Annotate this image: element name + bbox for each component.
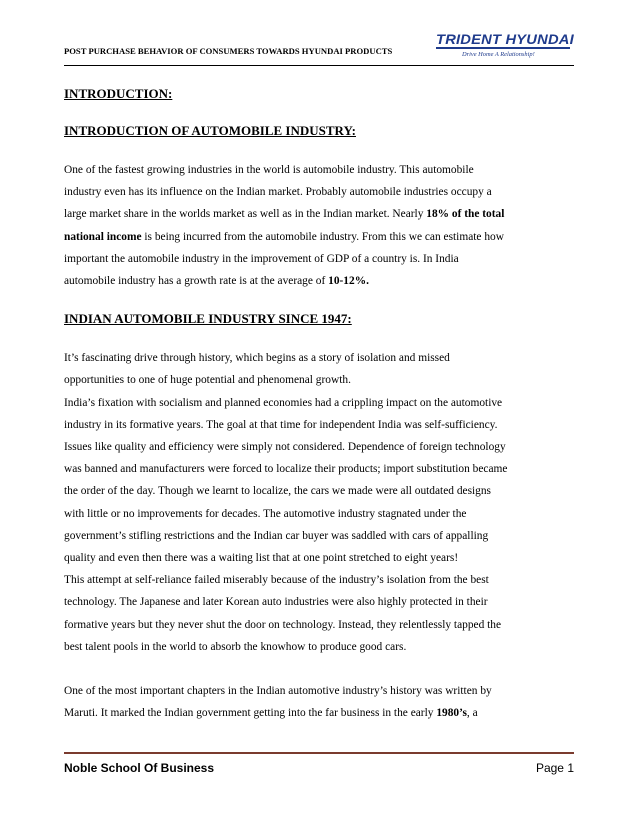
heading-since-1947: INDIAN AUTOMOBILE INDUSTRY SINCE 1947:	[64, 311, 352, 327]
bold-text: 10-12%.	[328, 275, 369, 288]
bold-text: 18% of the total	[426, 208, 505, 221]
logo-bar	[436, 47, 570, 49]
footer-school-name: Noble School Of Business	[64, 761, 215, 775]
page-header	[64, 28, 574, 64]
text-line: was banned and manufacturers were forced to localize their products; import substitution became	[64, 463, 508, 476]
text-line	[64, 270, 576, 292]
trident-hyundai-logo	[436, 31, 576, 61]
footer-divider	[64, 752, 574, 754]
text-run: large market share in the worlds market as well as in the Indian market. Nearly	[64, 208, 427, 221]
text-line: important the automobile industry in the improvement of GDP of a country is. In India	[64, 252, 459, 265]
text-line: India’s fixation with socialism and planned economies had a crippling impact on the automotive	[64, 396, 503, 409]
text-line: Issues like quality and efficiency were simply not considered. Dependence of foreign technology	[64, 441, 506, 454]
text-line: One of the fastest growing industries in the world is automobile industry. This automobile	[64, 164, 474, 176]
header-divider	[64, 65, 574, 66]
text-line: government’s stifling restrictions and the Indian car buyer was saddled with cars of appalling	[64, 529, 489, 542]
text-line: industry in its formative years. The goal at that time for independent India was self-sufficiency.	[64, 418, 498, 431]
text-line: It’s fascinating drive through history, which begins as a story of isolation and missed	[64, 352, 450, 365]
text-line	[64, 203, 576, 225]
text-line: formative years but they never shut the door on technology. Instead, they relentlessly tapped the	[64, 618, 502, 631]
heading-introduction: INTRODUCTION:	[64, 86, 173, 101]
text-line	[64, 226, 576, 248]
text-line: industry even has its influence on the Indian market. Probably automobile industries occupy a	[64, 186, 492, 199]
heading-automobile-industry: INTRODUCTION OF AUTOMOBILE INDUSTRY:	[64, 123, 356, 138]
text-line: quality and even then there was a waiting list that at one point stretched to eight years!	[64, 552, 459, 565]
bold-text: national income	[64, 230, 142, 243]
header-title: POST PURCHASE BEHAVIOR OF CONSUMERS TOWARDS HYUNDAI PRODUCTS	[64, 46, 393, 56]
bold-text: 1980’s	[436, 707, 467, 720]
text-line: This attempt at self-reliance failed miserably because of the industry’s isolation from the best	[64, 574, 489, 587]
text-line: One of the most important chapters in the Indian automotive industry’s history was written by	[64, 685, 492, 698]
paragraph-maruti	[64, 680, 576, 724]
text-line: the order of the day. Though we learnt to localize, the cars we made were all outdated designs	[64, 485, 491, 498]
text-line	[64, 702, 576, 724]
text-line: with little or no improvements for decades. The automotive industry stagnated under the	[64, 507, 467, 520]
logo-text: TRIDENT HYUNDAI	[436, 31, 574, 47]
text-run: is being incurred from the automobile industry. From this we can estimate how	[141, 230, 504, 243]
text-run: , a	[466, 707, 478, 720]
text-line: technology. The Japanese and later Korean auto industries were also highly protected in their	[64, 596, 488, 609]
footer-page-number: Page 1	[535, 761, 574, 775]
text-line: best talent pools in the world to absorb the knowhow to produce good cars.	[64, 640, 407, 653]
text-run: Maruti. It marked the Indian government getting into the far business in the early	[64, 707, 437, 720]
text-line: opportunities to one of huge potential and phenomenal growth.	[64, 374, 351, 387]
document-body	[64, 86, 576, 724]
paragraph-automobile-industry	[64, 159, 576, 292]
paragraph-history	[64, 347, 576, 658]
text-run: automobile industry has a growth rate is at the average of	[64, 275, 329, 288]
logo-tagline: Drive Home A Relationship!	[462, 51, 535, 58]
